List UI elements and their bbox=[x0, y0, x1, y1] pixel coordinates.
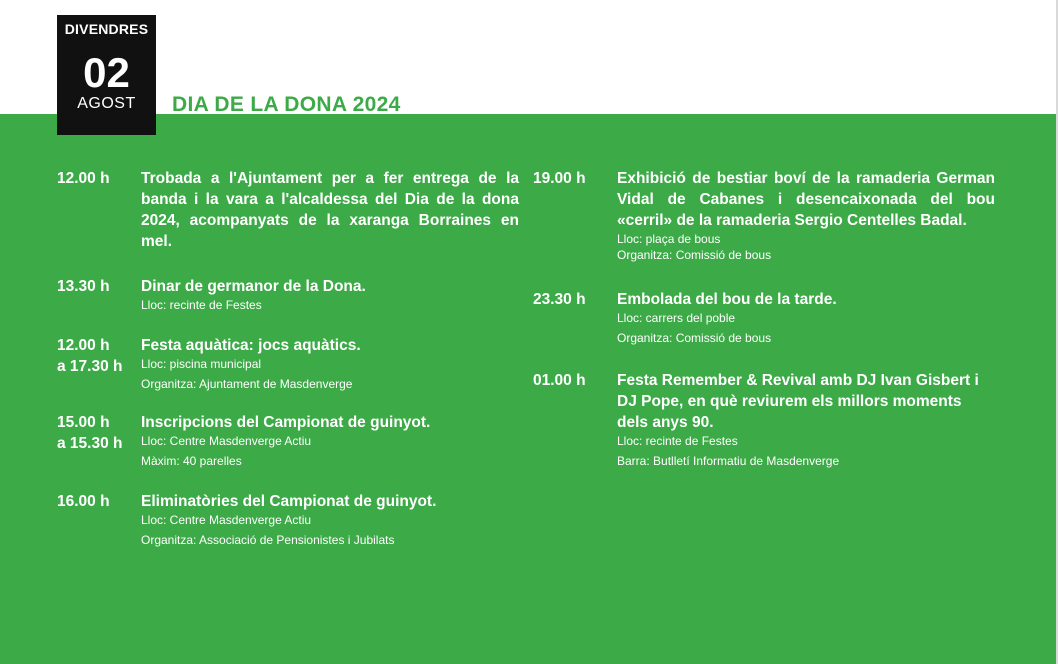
event-title: Embolada del bou de la tarde. bbox=[617, 291, 837, 308]
events-column-left bbox=[57, 168, 519, 548]
event-detail: Barra: Butlletí Informatiu de Masdenverge bbox=[617, 454, 840, 468]
event-detail: Lloc: piscina municipal bbox=[141, 357, 262, 371]
event-detail: Lloc: Centre Masdenverge Actiu bbox=[141, 513, 312, 527]
event-title: Dinar de germanor de la Dona. bbox=[141, 278, 366, 295]
event-item bbox=[533, 370, 995, 469]
event-detail: Organitza: Comissió de bous bbox=[617, 331, 772, 345]
date-month: AGOST bbox=[77, 95, 136, 112]
event-time: 12.00 h a 17.30 h bbox=[57, 337, 123, 375]
event-time: 13.30 h bbox=[57, 278, 110, 295]
event-time: 12.00 h bbox=[57, 170, 110, 187]
event-item bbox=[57, 412, 519, 469]
event-detail: Màxim: 40 parelles bbox=[141, 454, 242, 468]
event-item bbox=[533, 168, 995, 263]
event-detail: Lloc: plaça de bous bbox=[617, 232, 721, 246]
event-detail: Lloc: Centre Masdenverge Actiu bbox=[141, 434, 312, 448]
event-detail: Organitza: Comissió de bous bbox=[617, 248, 772, 262]
event-time: 23.30 h bbox=[533, 291, 586, 308]
event-time: 19.00 h bbox=[533, 170, 586, 187]
event-detail: Lloc: carrers del poble bbox=[617, 311, 736, 325]
event-title: Festa aquàtica: jocs aquàtics. bbox=[141, 337, 361, 354]
page-title: DIA DE LA DONA 2024 bbox=[172, 93, 401, 116]
event-item bbox=[57, 491, 519, 548]
event-item bbox=[533, 289, 995, 346]
events-column-right bbox=[533, 168, 995, 469]
event-title: Festa Remember & Revival amb DJ Ivan Gisbert i DJ Pope, en què reviurem els millors moments dels anys 90. bbox=[617, 372, 979, 431]
date-day-number: 02 bbox=[83, 49, 130, 96]
date-weekday: DIVENDRES bbox=[64, 21, 149, 37]
event-title: Trobada a l'Ajuntament per a fer entrega de la banda i la vara a l'alcaldessa del Dia de la dona 2024, acompanyats de la xaranga Borraines en mel. bbox=[141, 170, 519, 250]
event-item bbox=[57, 335, 519, 392]
event-item bbox=[57, 168, 519, 252]
event-title: Inscripcions del Campionat de guinyot. bbox=[141, 414, 431, 431]
event-title: Eliminatòries del Campionat de guinyot. bbox=[141, 493, 437, 510]
event-detail: Lloc: recinte de Festes bbox=[141, 298, 262, 312]
event-item bbox=[57, 276, 519, 313]
event-detail: Organitza: Associació de Pensionistes i Jubilats bbox=[141, 533, 395, 547]
event-time: 15.00 h a 15.30 h bbox=[57, 414, 123, 452]
event-time: 01.00 h bbox=[533, 372, 586, 389]
event-time: 16.00 h bbox=[57, 493, 110, 510]
event-detail: Organitza: Ajuntament de Masdenverge bbox=[141, 377, 353, 391]
event-detail: Lloc: recinte de Festes bbox=[617, 434, 738, 448]
date-badge bbox=[57, 15, 156, 135]
event-title: Exhibició de bestiar boví de la ramaderia German Vidal de Cabanes i desencaixonada del bou «cerril» de la ramaderia Sergio Centelles Badal. bbox=[617, 170, 995, 229]
